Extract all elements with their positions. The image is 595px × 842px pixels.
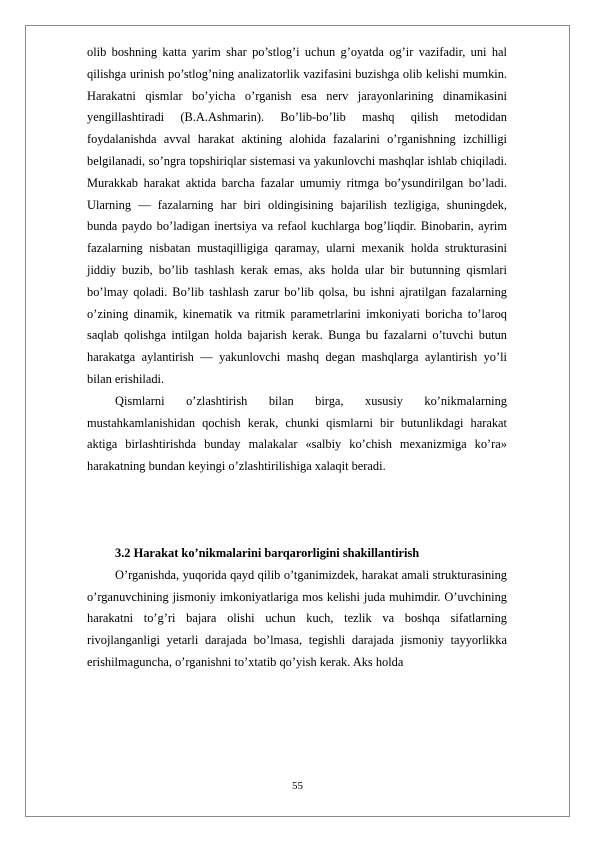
document-body: [87, 42, 507, 674]
body-paragraph: olib boshning katta yarim shar po’stlog’i uchun g’oyatda og’ir vazifadir, uni hal qilishga urinish po’stlog’ning analizatorlik vazifasini buzishga olib kelishi mumkin. Harakatni qismlar bo’yicha o’rganish esa nerv jarayonlarining dinamikasini yengillashtiradi (B.A.Ashmarin). Bo’lib-bo’lib mashq qilish metodidan foydalanishda avval harakat aktining alohida fazalarini o’rganishning izchilligi belgilanadi, so’ngra topshiriqlar sistemasi va yakunlovchi mashqlar ishlab chiqiladi. Murakkab harakat aktida barcha fazalar umumiy ritmga bo’ysundirilgan bo’ladi. Ularning — fazalarning har biri oldingisining bajarilish tezligiga, shuningdek, bunda paydo bo’ladigan inertsiya va refaol kuchlarga bog’liqdir. Binobarin, ayrim fazalarning nisbatan mustaqilligiga qaramay, ularni mexanik holda strukturasini jiddiy buzib, bo’lib tashlash kerak emas, aks holda ular bir butunning qismlari bo’lmay qoladi. Bo’lib tashlash zarur bo’lib qolsa, bu ishni ajratilgan fazalarning o’zining dinamik, kinematik va ritmik parametrlarini imkoniyati boricha to’laroq saqlab qolishga intilgan holda bajarish kerak. Bunga bu fazalarni o’tuvchi butun harakatga aylantirish — yakunlovchi mashq degan mashqlarga aylantirish yo’li bilan erishiladi.: [87, 45, 507, 386]
body-paragraph: Qismlarni o’zlashtirish bilan birga, xususiy ko’nikmalarning mustahkamlanishidan qochish kerak, chunki qismlarni bir butunlikdagi harakat aktiga birlashtirishda bunday malakalar «salbiy ko’chish mexanizmiga ko’ra» harakatning bundan keyingi o’zlashtirilishiga xalaqit beradi.: [87, 393, 507, 474]
blank-space: [87, 478, 507, 543]
section-heading: 3.2 Harakat ko’nikmalarini barqarorligini shakillantirish: [115, 545, 420, 560]
page-number: 55: [292, 780, 303, 792]
body-paragraph: O’rganishda, yuqorida qayd qilib o’tganimizdek, harakat amali strukturasining o’rganuvchining jismoniy imkoniyatlariga mos kelishi juda muhimdir. O’uvchining harakatni to’g’ri bajara olishi uchun kuch, tezlik va boshqa sifatlarning rivojlanganligi yetarli darajada bo’lmasa, tegishli darajada jismoniy tayyorlikka erishilmaguncha, o’rganishni to’xtatib qo’yish kerak. Aks holda: [87, 567, 507, 669]
